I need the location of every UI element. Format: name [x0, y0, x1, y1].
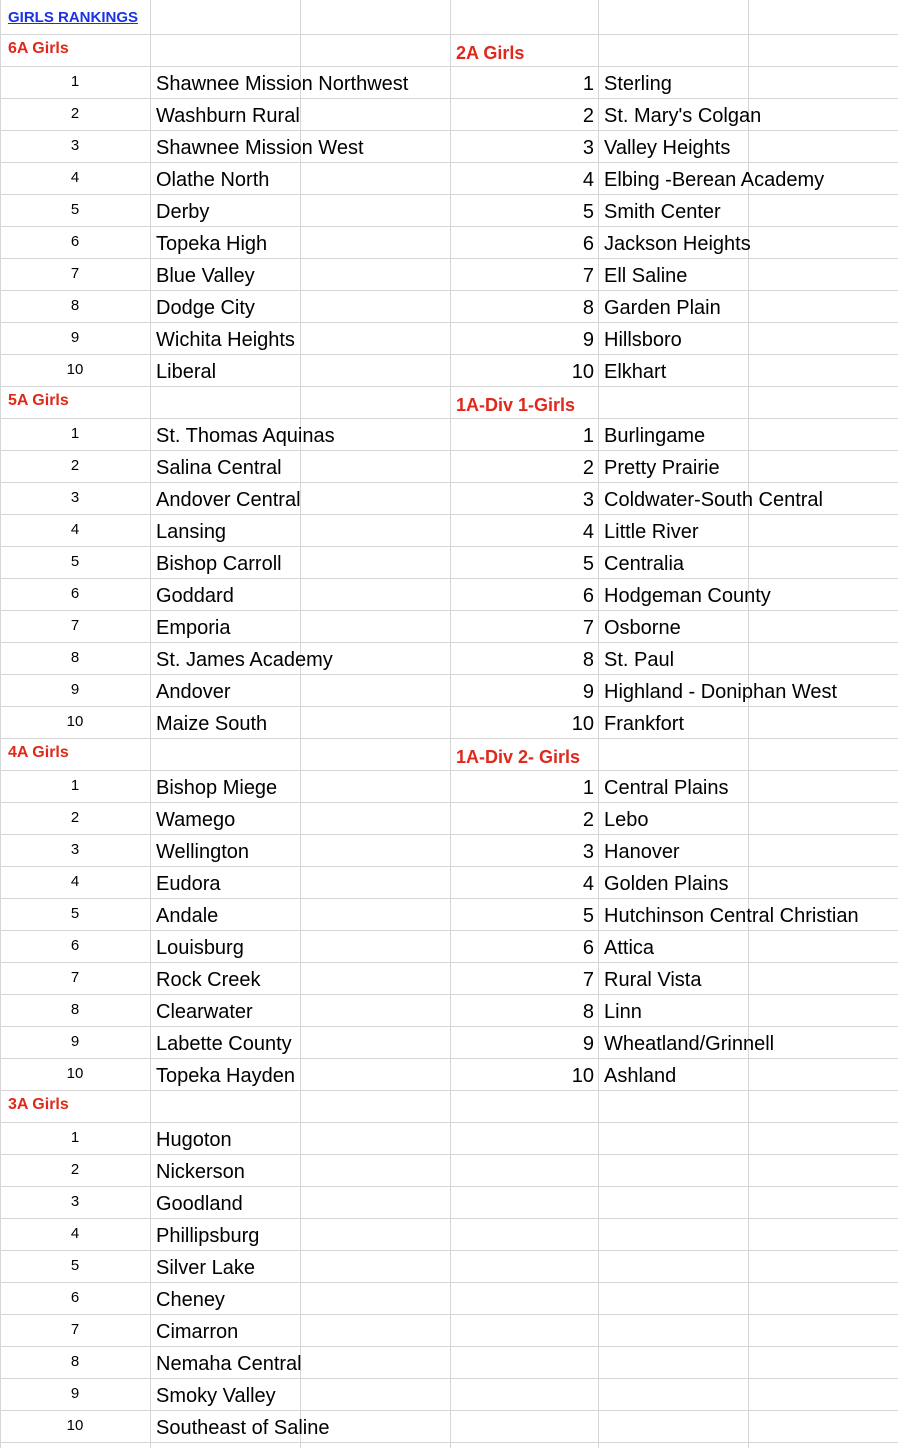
team-cell[interactable]: Shawnee Mission West: [156, 137, 364, 159]
rank-cell[interactable]: 5: [582, 905, 594, 927]
rank-cell[interactable]: 2: [70, 1161, 80, 1178]
team-cell[interactable]: Maize South: [156, 713, 268, 735]
rankings-title-link[interactable]: GIRLS RANKINGS: [8, 9, 139, 26]
rank-cell[interactable]: 2: [582, 457, 594, 479]
team-cell[interactable]: Liberal: [156, 361, 217, 383]
team-cell[interactable]: Goodland: [156, 1193, 243, 1215]
team-cell[interactable]: Eudora: [156, 873, 221, 895]
rank-cell[interactable]: 7: [582, 969, 594, 991]
team-cell[interactable]: Little River: [604, 521, 699, 543]
team-cell[interactable]: Linn: [604, 1001, 642, 1023]
team-cell[interactable]: Dodge City: [156, 297, 255, 319]
rank-cell[interactable]: 9: [70, 1385, 80, 1402]
team-cell[interactable]: Osborne: [604, 617, 681, 639]
rank-cell[interactable]: 1: [70, 777, 80, 794]
rank-cell[interactable]: 9: [70, 681, 80, 698]
rank-cell[interactable]: 6: [582, 233, 594, 255]
team-cell[interactable]: Andale: [156, 905, 219, 927]
rank-cell[interactable]: 5: [70, 553, 80, 570]
team-cell[interactable]: Bishop Carroll: [156, 553, 282, 575]
rank-cell[interactable]: 2: [582, 105, 594, 127]
rank-cell[interactable]: 8: [70, 1001, 80, 1018]
rank-cell[interactable]: 7: [70, 969, 80, 986]
team-cell[interactable]: St. Thomas Aquinas: [156, 425, 335, 447]
team-cell[interactable]: Rural Vista: [604, 969, 702, 991]
team-cell[interactable]: Andover: [156, 681, 231, 703]
rank-cell[interactable]: 6: [70, 1289, 80, 1306]
rank-cell[interactable]: 3: [582, 489, 594, 511]
team-cell[interactable]: Clearwater: [156, 1001, 253, 1023]
team-cell[interactable]: St. Mary's Colgan: [604, 105, 762, 127]
rank-cell[interactable]: 2: [70, 105, 80, 122]
team-cell[interactable]: Nickerson: [156, 1161, 245, 1183]
team-cell[interactable]: Labette County: [156, 1033, 292, 1055]
rank-cell[interactable]: 10: [66, 1065, 84, 1082]
team-cell[interactable]: Pretty Prairie: [604, 457, 720, 479]
rank-cell[interactable]: 10: [66, 713, 84, 730]
rank-cell[interactable]: 4: [70, 169, 80, 186]
team-cell[interactable]: Lansing: [156, 521, 227, 543]
team-cell[interactable]: Smoky Valley: [156, 1385, 276, 1407]
rank-cell[interactable]: 5: [70, 1257, 80, 1274]
rank-cell[interactable]: 10: [571, 1065, 594, 1087]
rank-cell[interactable]: 2: [582, 809, 594, 831]
team-cell[interactable]: Phillipsburg: [156, 1225, 260, 1247]
rank-cell[interactable]: 7: [582, 617, 594, 639]
team-cell[interactable]: Jackson Heights: [604, 233, 751, 255]
rank-cell[interactable]: 6: [582, 585, 594, 607]
team-cell[interactable]: Elbing -Berean Academy: [604, 169, 825, 191]
rank-cell[interactable]: 1: [582, 73, 594, 95]
rank-cell[interactable]: 7: [70, 617, 80, 634]
team-cell[interactable]: Hugoton: [156, 1129, 232, 1151]
rank-cell[interactable]: 8: [70, 1353, 80, 1370]
rank-cell[interactable]: 10: [571, 713, 594, 735]
rank-cell[interactable]: 4: [582, 521, 594, 543]
rank-cell[interactable]: 7: [70, 265, 80, 282]
team-cell[interactable]: Cimarron: [156, 1321, 239, 1343]
team-cell[interactable]: Elkhart: [604, 361, 667, 383]
team-cell[interactable]: Louisburg: [156, 937, 244, 959]
rank-cell[interactable]: 7: [70, 1321, 80, 1338]
team-cell[interactable]: Olathe North: [156, 169, 270, 191]
team-cell[interactable]: Topeka High: [156, 233, 268, 255]
team-cell[interactable]: Silver Lake: [156, 1257, 255, 1279]
team-cell[interactable]: Attica: [604, 937, 655, 959]
rank-cell[interactable]: 4: [70, 873, 80, 890]
team-cell[interactable]: Highland - Doniphan West: [604, 681, 838, 703]
team-cell[interactable]: Hanover: [604, 841, 680, 863]
team-cell[interactable]: Burlingame: [604, 425, 706, 447]
section-header-right[interactable]: 2A Girls: [456, 43, 525, 63]
rank-cell[interactable]: 4: [582, 169, 594, 191]
team-cell[interactable]: Rock Creek: [156, 969, 261, 991]
rank-cell[interactable]: 6: [70, 233, 80, 250]
team-cell[interactable]: Wichita Heights: [156, 329, 295, 351]
team-cell[interactable]: Emporia: [156, 617, 231, 639]
team-cell[interactable]: Blue Valley: [156, 265, 255, 287]
team-cell[interactable]: Lebo: [604, 809, 649, 831]
rank-cell[interactable]: 4: [582, 873, 594, 895]
rank-cell[interactable]: 5: [582, 201, 594, 223]
team-cell[interactable]: Derby: [156, 201, 210, 223]
rank-cell[interactable]: 9: [582, 1033, 594, 1055]
team-cell[interactable]: Centralia: [604, 553, 685, 575]
rank-cell[interactable]: 3: [70, 1193, 80, 1210]
team-cell[interactable]: Ashland: [604, 1065, 677, 1087]
team-cell[interactable]: Coldwater-South Central: [604, 489, 823, 511]
rank-cell[interactable]: 6: [70, 937, 80, 954]
rank-cell[interactable]: 3: [70, 489, 80, 506]
rank-cell[interactable]: 8: [70, 297, 80, 314]
team-cell[interactable]: Hutchinson Central Christian: [604, 905, 859, 927]
rank-cell[interactable]: 1: [70, 425, 80, 442]
team-cell[interactable]: Wellington: [156, 841, 250, 863]
rank-cell[interactable]: 2: [70, 809, 80, 826]
rank-cell[interactable]: 10: [66, 1417, 84, 1434]
team-cell[interactable]: Salina Central: [156, 457, 282, 479]
rank-cell[interactable]: 8: [70, 649, 80, 666]
rank-cell[interactable]: 8: [582, 649, 594, 671]
rank-cell[interactable]: 1: [70, 1129, 80, 1146]
rank-cell[interactable]: 8: [582, 1001, 594, 1023]
rank-cell[interactable]: 3: [70, 137, 80, 154]
rank-cell[interactable]: 8: [582, 297, 594, 319]
rank-cell[interactable]: 9: [70, 329, 80, 346]
rank-cell[interactable]: 7: [582, 265, 594, 287]
rank-cell[interactable]: 6: [582, 937, 594, 959]
rank-cell[interactable]: 5: [582, 553, 594, 575]
section-header-left[interactable]: 4A Girls: [8, 744, 69, 761]
rank-cell[interactable]: 6: [70, 585, 80, 602]
rank-cell[interactable]: 3: [582, 841, 594, 863]
team-cell[interactable]: Central Plains: [604, 777, 729, 799]
team-cell[interactable]: Garden Plain: [604, 297, 721, 319]
rank-cell[interactable]: 3: [70, 841, 80, 858]
section-header-left[interactable]: 5A Girls: [8, 392, 69, 409]
section-header-left[interactable]: 6A Girls: [8, 40, 69, 57]
team-cell[interactable]: Topeka Hayden: [156, 1065, 295, 1087]
team-cell[interactable]: Andover Central: [156, 489, 301, 511]
team-cell[interactable]: Washburn Rural: [156, 105, 300, 127]
team-cell[interactable]: Cheney: [156, 1289, 225, 1311]
team-cell[interactable]: Hodgeman County: [604, 585, 771, 607]
rank-cell[interactable]: 3: [582, 137, 594, 159]
team-cell[interactable]: Goddard: [156, 585, 234, 607]
team-cell[interactable]: Nemaha Central: [156, 1353, 302, 1375]
team-cell[interactable]: Shawnee Mission Northwest: [156, 73, 409, 95]
rank-cell[interactable]: 4: [70, 1225, 80, 1242]
rank-cell[interactable]: 10: [571, 361, 594, 383]
team-cell[interactable]: Valley Heights: [604, 137, 731, 159]
team-cell[interactable]: St. Paul: [604, 649, 675, 671]
rank-cell[interactable]: 5: [70, 905, 80, 922]
team-cell[interactable]: Southeast of Saline: [156, 1417, 330, 1439]
rank-cell[interactable]: 1: [582, 425, 594, 447]
team-cell[interactable]: Sterling: [604, 73, 672, 95]
rank-cell[interactable]: 1: [582, 777, 594, 799]
team-cell[interactable]: Smith Center: [604, 201, 721, 223]
rank-cell[interactable]: 5: [70, 201, 80, 218]
rank-cell[interactable]: 4: [70, 521, 80, 538]
team-cell[interactable]: Wamego: [156, 809, 236, 831]
rank-cell[interactable]: 1: [70, 73, 80, 90]
team-cell[interactable]: St. James Academy: [156, 649, 333, 671]
section-header-right[interactable]: 1A-Div 2- Girls: [456, 747, 581, 767]
rank-cell[interactable]: 9: [582, 681, 594, 703]
section-header-left[interactable]: 3A Girls: [8, 1096, 69, 1113]
team-cell[interactable]: Bishop Miege: [156, 777, 278, 799]
rank-cell[interactable]: 9: [582, 329, 594, 351]
team-cell[interactable]: Frankfort: [604, 713, 685, 735]
team-cell[interactable]: Golden Plains: [604, 873, 729, 895]
team-cell[interactable]: Ell Saline: [604, 265, 688, 287]
rank-cell[interactable]: 10: [66, 361, 84, 378]
team-cell[interactable]: Wheatland/Grinnell: [604, 1033, 775, 1055]
team-cell[interactable]: Hillsboro: [604, 329, 682, 351]
rank-cell[interactable]: 2: [70, 457, 80, 474]
section-header-right[interactable]: 1A-Div 1-Girls: [456, 395, 576, 415]
rank-cell[interactable]: 9: [70, 1033, 80, 1050]
